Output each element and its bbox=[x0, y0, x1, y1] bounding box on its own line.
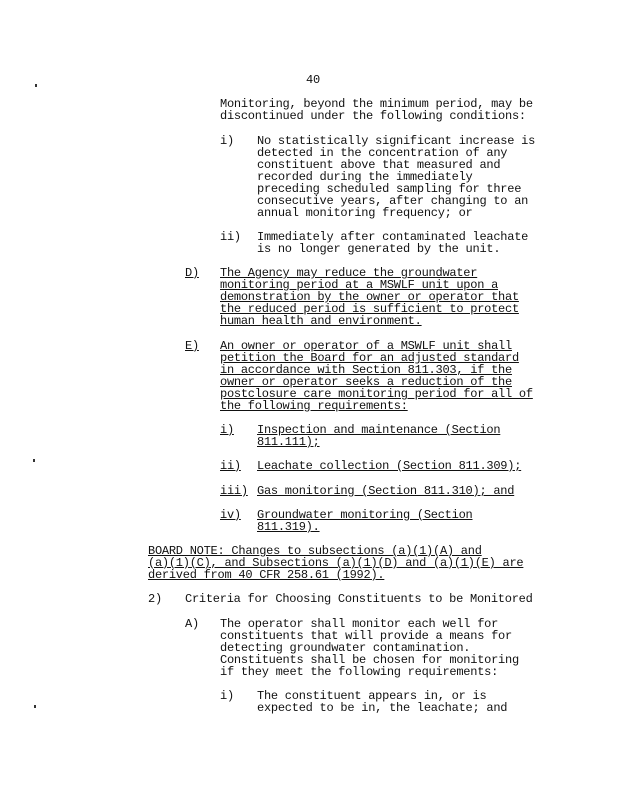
list-item-line: constituents that will provide a means for bbox=[220, 629, 512, 643]
list-item-line: No statistically significant increase is bbox=[257, 134, 536, 148]
list-item-line: if they meet the following requirements: bbox=[220, 665, 499, 679]
list-marker: iv) bbox=[220, 508, 241, 522]
list-item-line: demonstration by the owner or operator that bbox=[220, 290, 519, 304]
list-item-line: recorded during the immediately bbox=[257, 170, 473, 184]
list-item-line: postclosure care monitoring period for all of bbox=[220, 387, 533, 401]
list-item-line: Immediately after contaminated leachate bbox=[257, 230, 529, 244]
list-marker: iii) bbox=[220, 484, 248, 498]
list-item-line: 811.111); bbox=[257, 435, 320, 449]
list-item-line: annual monitoring frequency; or bbox=[257, 206, 473, 220]
list-item-line: 811.319). bbox=[257, 520, 320, 534]
board-note-line: BOARD NOTE: Changes to subsections (a)(1)(A) and bbox=[148, 544, 482, 558]
scan-speck bbox=[35, 84, 37, 87]
list-item-line: monitoring period at a MSWLF unit upon a bbox=[220, 278, 499, 292]
list-item-line: constituent above that measured and bbox=[257, 158, 501, 172]
list-marker: A) bbox=[185, 617, 199, 631]
paragraph-line: discontinued under the following conditions: bbox=[220, 109, 526, 123]
list-item-line: consecutive years, after changing to an bbox=[257, 194, 529, 208]
list-item-line: Gas monitoring (Section 811.310); and bbox=[257, 484, 515, 498]
list-item-line: Leachate collection (Section 811.309); bbox=[257, 459, 522, 473]
page-number: 40 bbox=[306, 73, 320, 87]
list-marker: i) bbox=[220, 423, 234, 437]
list-item-line: expected to be in, the leachate; and bbox=[257, 701, 508, 715]
paragraph-line: Monitoring, beyond the minimum period, may be bbox=[220, 97, 533, 111]
list-item-line: the reduced period is sufficient to protect bbox=[220, 302, 519, 316]
board-note-line: (a)(1)(C), and Subsections (a)(1)(D) and (a)(1)(E) are bbox=[148, 556, 524, 570]
list-marker: i) bbox=[220, 689, 234, 703]
section-marker: 2) bbox=[148, 592, 162, 606]
list-item-line: detecting groundwater contamination. bbox=[220, 641, 471, 655]
scan-speck bbox=[34, 705, 36, 708]
list-item-line: Constituents shall be chosen for monitoring bbox=[220, 653, 519, 667]
list-item-line: The constituent appears in, or is bbox=[257, 689, 487, 703]
scan-speck bbox=[33, 459, 35, 462]
list-item-line: An owner or operator of a MSWLF unit shall bbox=[220, 339, 512, 353]
list-item-line: petition the Board for an adjusted standard bbox=[220, 351, 519, 365]
list-item-line: detected in the concentration of any bbox=[257, 146, 508, 160]
list-marker: ii) bbox=[220, 230, 241, 244]
list-item-line: The operator shall monitor each well for bbox=[220, 617, 499, 631]
list-marker: ii) bbox=[220, 459, 241, 473]
board-note-line: derived from 40 CFR 258.61 (1992). bbox=[148, 568, 385, 582]
list-item-line: is no longer generated by the unit. bbox=[257, 242, 501, 256]
list-marker: i) bbox=[220, 134, 234, 148]
section-heading: Criteria for Choosing Constituents to be Monitored bbox=[185, 592, 533, 606]
list-item-line: human health and environment. bbox=[220, 314, 422, 328]
list-marker: D) bbox=[185, 266, 199, 280]
list-item-line: the following requirements: bbox=[220, 399, 408, 413]
list-item-line: The Agency may reduce the groundwater bbox=[220, 266, 478, 280]
list-marker: E) bbox=[185, 339, 199, 353]
list-item-line: Inspection and maintenance (Section bbox=[257, 423, 501, 437]
list-item-line: in accordance with Section 811.303, if the bbox=[220, 363, 512, 377]
list-item-line: owner or operator seeks a reduction of the bbox=[220, 375, 512, 389]
list-item-line: preceding scheduled sampling for three bbox=[257, 182, 522, 196]
list-item-line: Groundwater monitoring (Section bbox=[257, 508, 473, 522]
